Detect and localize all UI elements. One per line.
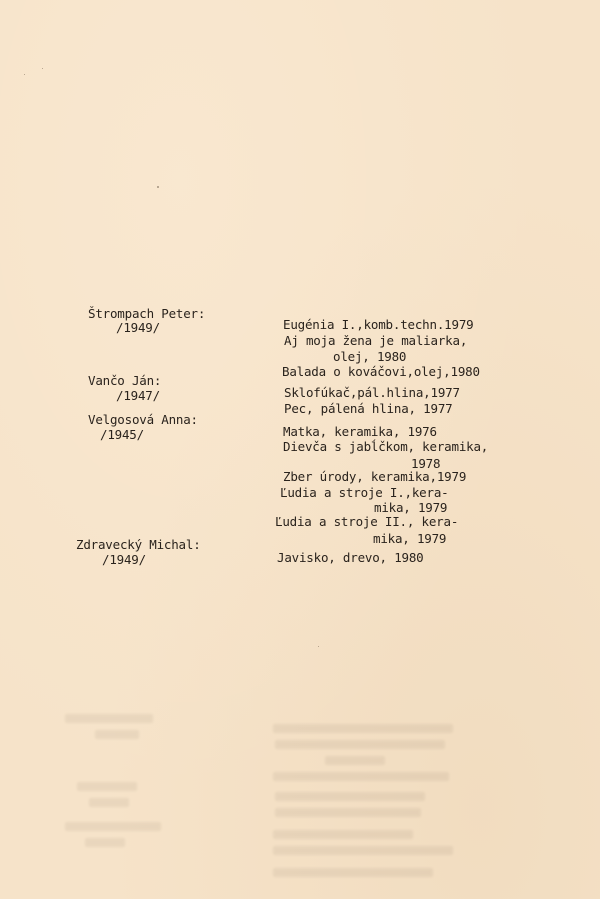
work-entry-continuation: olej, 1980 [333, 349, 407, 364]
work-entry: Zber úrody, keramika,1979 [283, 469, 467, 484]
artist-birth-year: /1947/ [116, 388, 160, 403]
artist-name: Štrompach Peter: [88, 306, 206, 321]
work-entry-continuation: mika, 1979 [373, 531, 447, 546]
work-entry: Ľudia a stroje II., kera- [275, 514, 459, 529]
work-entry: Eugénia I.,komb.techn.1979 [283, 317, 474, 332]
artist-name: Vančo Ján: [88, 373, 162, 388]
paper-speck [42, 68, 43, 69]
artist-birth-year: /1949/ [102, 552, 146, 567]
work-entry-continuation: mika, 1979 [374, 500, 448, 515]
work-entry: Pec, pálená hlina, 1977 [284, 401, 453, 416]
paper-speck [318, 646, 319, 647]
paper-speck [157, 186, 159, 188]
artist-name: Zdravecký Michal: [76, 537, 201, 552]
artist-name: Velgosová Anna: [88, 412, 198, 427]
work-entry: Dievča s jabĺčkom, keramika, [283, 439, 489, 454]
work-entry-continuation: 1978 [411, 456, 441, 471]
work-entry: Ľudia a stroje I.,kera- [280, 485, 449, 500]
artist-birth-year: /1945/ [100, 427, 144, 442]
bleed-through-shadow [55, 690, 535, 890]
work-entry: Aj moja žena je maliarka, [284, 333, 468, 348]
work-entry: Matka, keramika, 1976 [283, 424, 437, 439]
work-entry: Javisko, drevo, 1980 [277, 550, 424, 565]
work-entry: Balada o kováčovi,olej,1980 [282, 364, 480, 379]
artist-birth-year: /1949/ [116, 320, 160, 335]
paper-speck [24, 74, 25, 75]
work-entry: Sklofúkač,pál.hlina,1977 [284, 385, 460, 400]
